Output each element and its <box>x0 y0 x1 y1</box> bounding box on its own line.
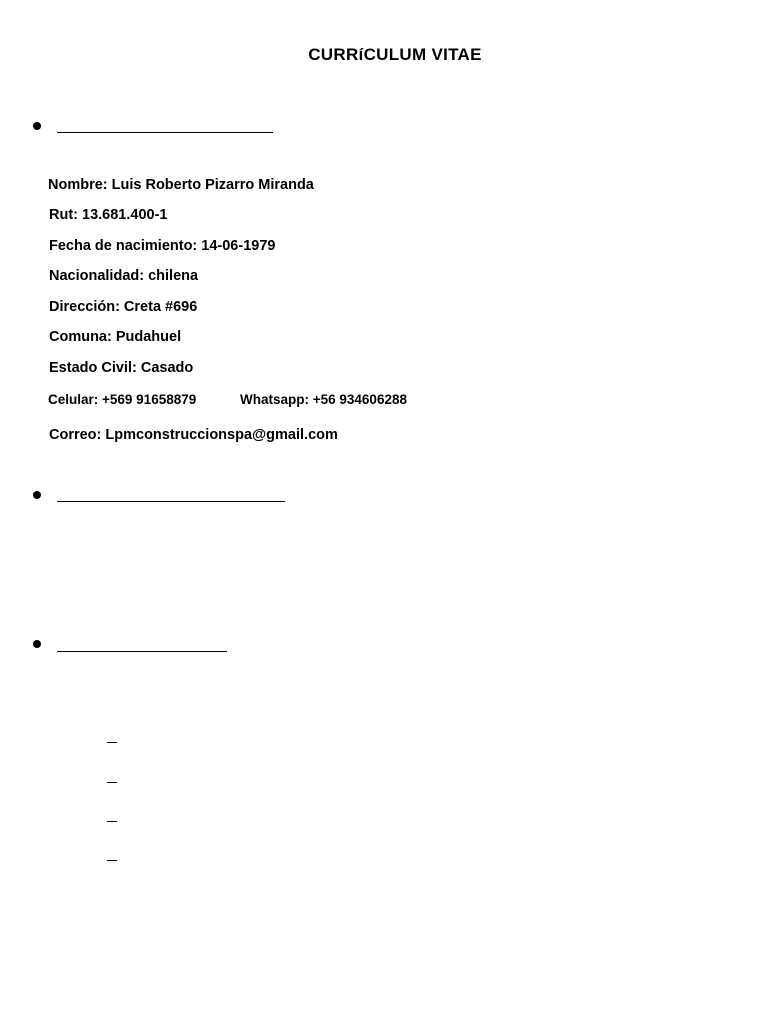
field-estado-civil: Estado Civil: Casado <box>49 360 194 376</box>
list-dash-3 <box>107 821 117 822</box>
field-whatsapp: Whatsapp: +56 934606288 <box>240 392 407 407</box>
section-heading-line-personal <box>57 132 273 133</box>
field-direccion: Dirección: Creta #696 <box>49 299 198 315</box>
section-bullet-personal <box>33 122 41 130</box>
list-dash-4 <box>107 860 117 861</box>
list-dash-2 <box>107 782 117 783</box>
section-heading-line-3 <box>57 651 227 652</box>
section-bullet-2 <box>33 491 41 499</box>
field-correo: Correo: Lpmconstruccionspa@gmail.com <box>49 427 338 443</box>
field-comuna: Comuna: Pudahuel <box>49 329 182 345</box>
field-nacionalidad: Nacionalidad: chilena <box>49 268 199 284</box>
section-bullet-3 <box>33 640 41 648</box>
field-nombre: Nombre: Luis Roberto Pizarro Miranda <box>48 177 314 193</box>
document-title: CURRíCULUM VITAE <box>308 45 482 64</box>
field-rut: Rut: 13.681.400-1 <box>49 207 168 223</box>
section-heading-line-2 <box>57 501 285 502</box>
list-dash-1 <box>107 742 117 743</box>
field-celular: Celular: +569 91658879 <box>48 392 197 407</box>
field-fecha-nacimiento: Fecha de nacimiento: 14-06-1979 <box>49 238 276 254</box>
